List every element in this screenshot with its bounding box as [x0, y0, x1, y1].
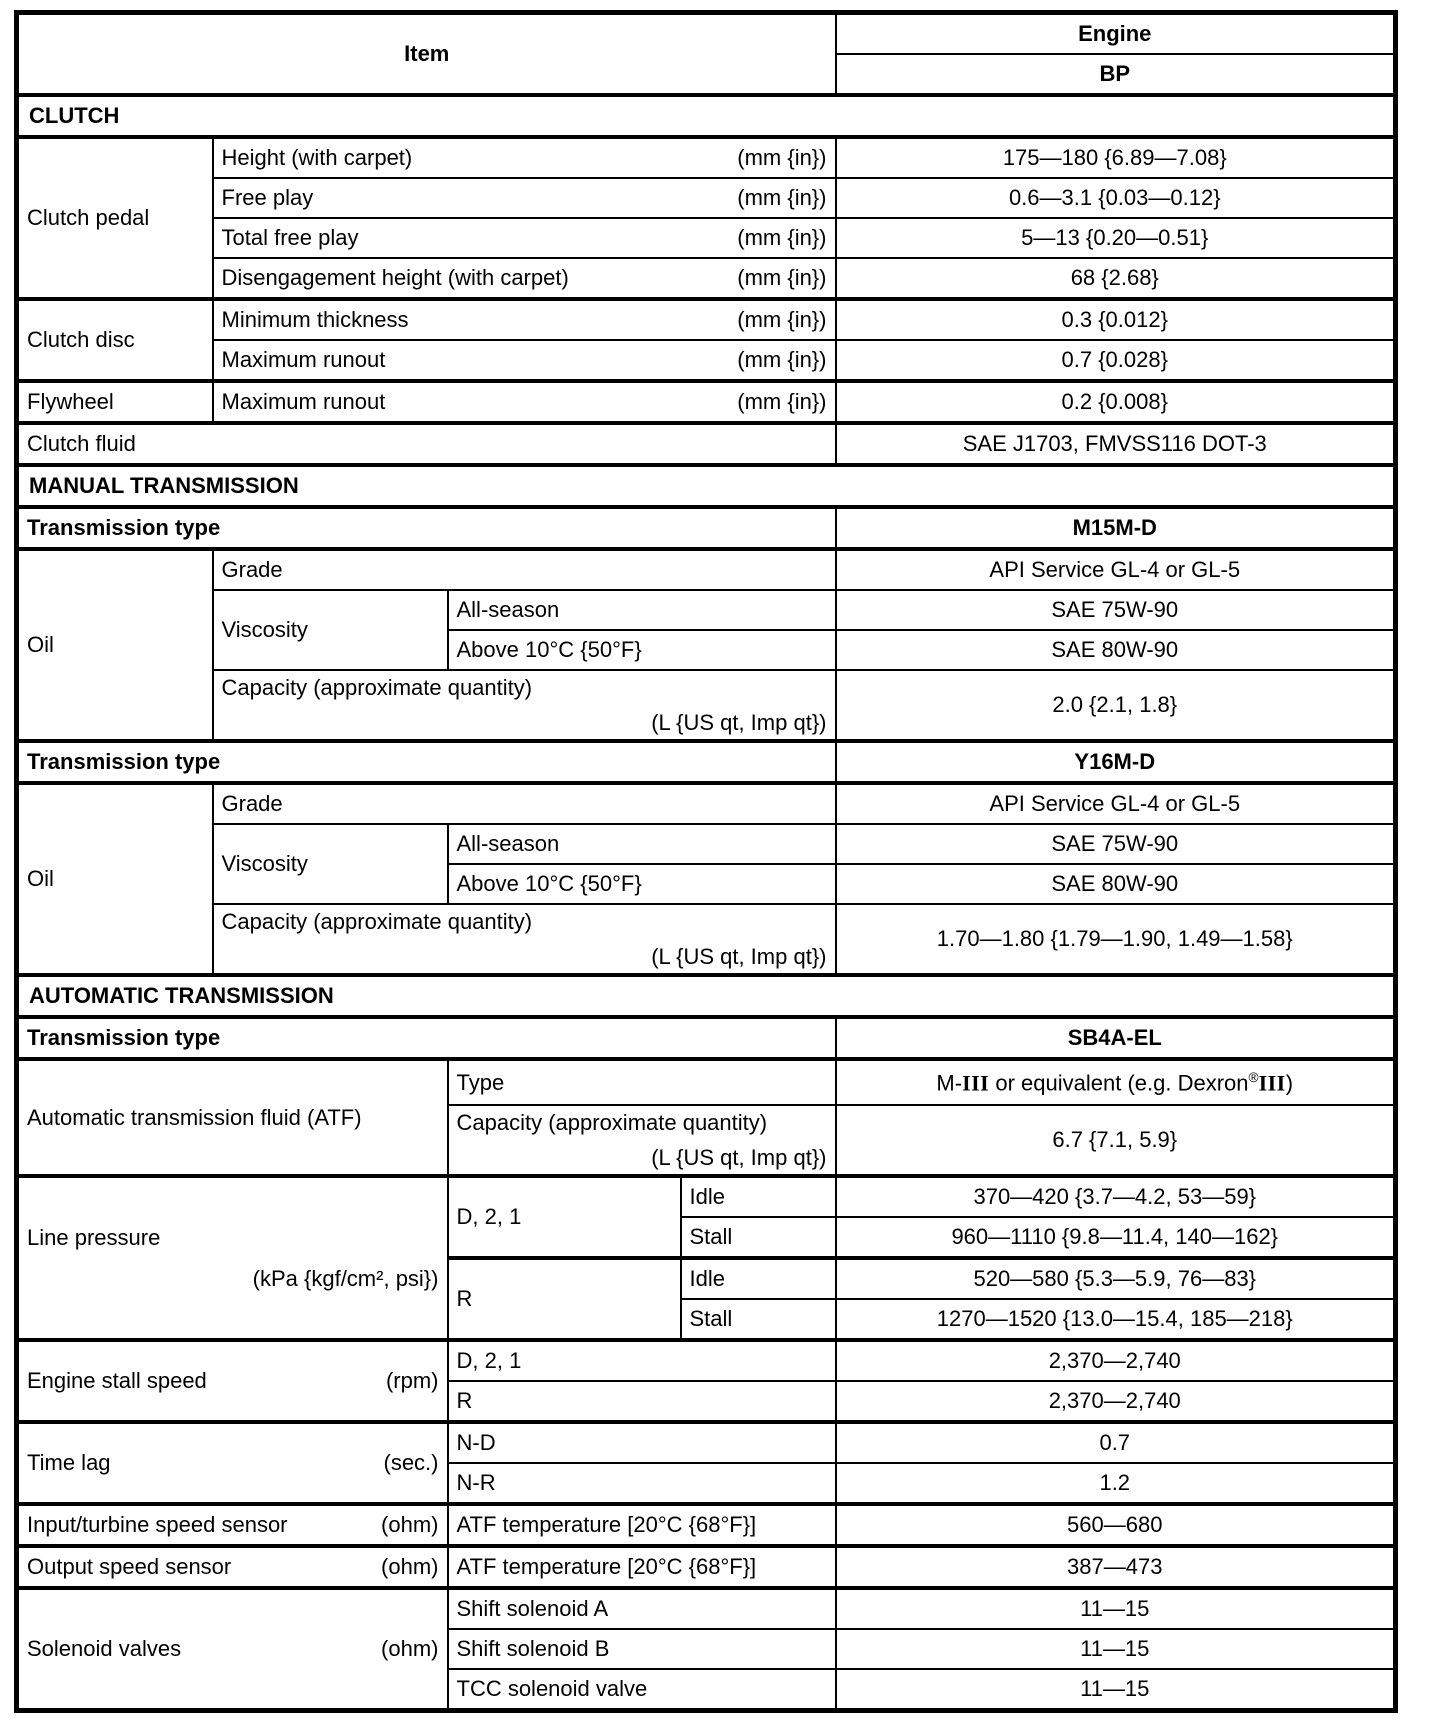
- group-label-clutch-pedal: Clutch pedal: [17, 137, 213, 299]
- unit-label: (mm {in}): [737, 389, 827, 415]
- value-cell: 11—15: [836, 1588, 1396, 1629]
- item-cell-capacity: [213, 670, 836, 741]
- item-label: Minimum thickness: [221, 307, 409, 333]
- item-cell-capacity: [448, 1105, 836, 1176]
- item-label-transmission-type: Transmission type: [17, 1017, 836, 1059]
- value-cell: SAE 80W-90: [836, 630, 1396, 670]
- item-label: Input/turbine speed sensor: [27, 1512, 288, 1538]
- item-label: Idle: [681, 1176, 836, 1217]
- atf-type-text: ): [1285, 1070, 1294, 1096]
- group-label-oil: Oil: [17, 549, 213, 741]
- item-label: R: [448, 1381, 836, 1422]
- item-label: Time lag: [27, 1450, 111, 1476]
- item-label: Above 10°C {50°F}: [448, 630, 836, 670]
- item-label: ATF temperature [20°C {68°F}]: [448, 1546, 836, 1588]
- value-cell: SAE 80W-90: [836, 864, 1396, 904]
- unit-label: (ohm): [381, 1636, 439, 1662]
- row-shift-solenoid-a: [17, 1588, 1396, 1629]
- item-label: Capacity (approximate quantity): [221, 909, 533, 934]
- item-label: Total free play: [221, 225, 359, 251]
- item-cell: [213, 299, 836, 340]
- unit-label: (mm {in}): [737, 185, 827, 211]
- value-cell-atf-type: [836, 1059, 1396, 1105]
- value-cell: SB4A-EL: [836, 1017, 1396, 1059]
- item-label: ATF temperature [20°C {68°F}]: [448, 1504, 836, 1546]
- row-time-lag-nd: [17, 1422, 1396, 1463]
- value-cell: 5—13 {0.20—0.51}: [836, 218, 1396, 258]
- value-cell: 387—473: [836, 1546, 1396, 1588]
- item-label: Disengagement height (with carpet): [221, 265, 569, 291]
- item-label: Height (with carpet): [221, 145, 413, 171]
- group-label-output-sensor: [17, 1546, 448, 1588]
- group-label-oil: Oil: [17, 783, 213, 975]
- atf-type-text: or equivalent (e.g. Dexron: [989, 1070, 1249, 1096]
- item-label: Shift solenoid A: [448, 1588, 836, 1629]
- unit-label: (mm {in}): [737, 347, 827, 373]
- value-cell: 2.0 {2.1, 1.8}: [836, 670, 1396, 741]
- unit-label: (mm {in}): [737, 265, 827, 291]
- value-cell: 6.7 {7.1, 5.9}: [836, 1105, 1396, 1176]
- group-label-engine-stall-speed: [17, 1340, 448, 1422]
- row-oil-grade-m15md: [17, 549, 1396, 590]
- item-label: All-season: [448, 824, 836, 864]
- value-cell: 2,370—2,740: [836, 1381, 1396, 1422]
- header-row: [17, 13, 1396, 55]
- row-transmission-type-y16md: [17, 741, 1396, 783]
- item-label: Free play: [221, 185, 314, 211]
- item-label: Engine stall speed: [27, 1368, 207, 1394]
- row-oil-grade-y16md: [17, 783, 1396, 824]
- row-transmission-type-m15md: [17, 507, 1396, 549]
- item-label: N-D: [448, 1422, 836, 1463]
- atf-type-roman: III: [1258, 1070, 1286, 1096]
- unit-label: (mm {in}): [737, 145, 827, 171]
- value-cell: SAE 75W-90: [836, 590, 1396, 630]
- value-cell: 370—420 {3.7—4.2, 53—59}: [836, 1176, 1396, 1217]
- atf-type-roman: III: [962, 1070, 990, 1096]
- unit-label: (L {US qt, Imp qt}): [651, 943, 827, 969]
- item-label: Maximum runout: [221, 347, 386, 373]
- row-flywheel-max-runout: [17, 381, 1396, 423]
- value-cell: SAE 75W-90: [836, 824, 1396, 864]
- spec-table: [14, 10, 1398, 1713]
- item-label: Above 10°C {50°F}: [448, 864, 836, 904]
- value-cell: 1.70—1.80 {1.79—1.90, 1.49—1.58}: [836, 904, 1396, 975]
- item-label-grade: Grade: [213, 549, 836, 590]
- item-label-atf-type: Type: [448, 1059, 836, 1105]
- row-output-speed-sensor: [17, 1546, 1396, 1588]
- group-label-viscosity: Viscosity: [213, 590, 448, 670]
- item-label: Idle: [681, 1258, 836, 1299]
- item-label-grade: Grade: [213, 783, 836, 824]
- value-cell: 1.2: [836, 1463, 1396, 1504]
- range-label-d21: D, 2, 1: [448, 1176, 681, 1258]
- unit-label: (kPa {kgf/cm², psi}): [252, 1266, 439, 1291]
- row-transmission-type-sb4ael: [17, 1017, 1396, 1059]
- value-cell: SAE J1703, FMVSS116 DOT-3: [836, 423, 1396, 465]
- item-cell: [213, 258, 836, 299]
- item-cell-capacity: [213, 904, 836, 975]
- unit-label: (L {US qt, Imp qt}): [651, 1144, 827, 1170]
- row-oil-capacity-m15md: [17, 670, 1396, 741]
- group-label-input-sensor: [17, 1504, 448, 1546]
- item-label: Solenoid valves: [27, 1636, 182, 1662]
- value-cell: 175—180 {6.89—7.08}: [836, 137, 1396, 178]
- item-label-clutch-fluid: Clutch fluid: [17, 423, 836, 465]
- unit-label: (sec.): [383, 1450, 439, 1476]
- item-label: TCC solenoid valve: [448, 1669, 836, 1711]
- item-cell: [213, 381, 836, 423]
- row-oil-capacity-y16md: [17, 904, 1396, 975]
- section-title: AUTOMATIC TRANSMISSION: [17, 975, 1396, 1017]
- value-cell: 0.7 {0.028}: [836, 340, 1396, 381]
- value-cell: 0.2 {0.008}: [836, 381, 1396, 423]
- value-cell: API Service GL-4 or GL-5: [836, 783, 1396, 824]
- row-clutch-pedal-free-play: [17, 178, 1396, 218]
- row-viscosity-all-season-y16md: [17, 824, 1396, 864]
- value-cell: M15M-D: [836, 507, 1396, 549]
- section-title: MANUAL TRANSMISSION: [17, 465, 1396, 507]
- value-cell: API Service GL-4 or GL-5: [836, 549, 1396, 590]
- item-label: Output speed sensor: [27, 1554, 232, 1580]
- group-label-atf: Automatic transmission fluid (ATF): [17, 1059, 448, 1176]
- value-cell: 960—1110 {9.8—11.4, 140—162}: [836, 1217, 1396, 1258]
- row-clutch-disc-min-thickness: [17, 299, 1396, 340]
- section-title: CLUTCH: [17, 95, 1396, 137]
- item-label-transmission-type: Transmission type: [17, 741, 836, 783]
- row-engine-stall-speed-d21: [17, 1340, 1396, 1381]
- value-cell: 0.3 {0.012}: [836, 299, 1396, 340]
- item-label: Capacity (approximate quantity): [221, 675, 533, 700]
- section-row-manual-transmission: [17, 465, 1396, 507]
- unit-label: (L {US qt, Imp qt}): [651, 709, 827, 735]
- value-cell: 0.7: [836, 1422, 1396, 1463]
- value-cell: 1270—1520 {13.0—15.4, 185—218}: [836, 1299, 1396, 1340]
- unit-label: (ohm): [381, 1512, 439, 1538]
- group-label-line-pressure: [17, 1176, 448, 1340]
- item-label-transmission-type: Transmission type: [17, 507, 836, 549]
- item-label: Maximum runout: [221, 389, 386, 415]
- unit-label: (ohm): [381, 1554, 439, 1580]
- item-label: Shift solenoid B: [448, 1629, 836, 1669]
- value-cell: 11—15: [836, 1669, 1396, 1711]
- engine-code-cell: BP: [836, 54, 1396, 95]
- value-cell: 0.6—3.1 {0.03—0.12}: [836, 178, 1396, 218]
- row-clutch-disc-max-runout: [17, 340, 1396, 381]
- item-label: Capacity (approximate quantity): [456, 1110, 768, 1135]
- group-label-clutch-disc: Clutch disc: [17, 299, 213, 381]
- unit-label: (rpm): [385, 1368, 439, 1394]
- item-column-header: Item: [17, 13, 836, 96]
- item-label: Stall: [681, 1299, 836, 1340]
- unit-label: (mm {in}): [737, 307, 827, 333]
- row-atf-type: [17, 1059, 1396, 1105]
- item-cell: [213, 340, 836, 381]
- row-line-pressure-d21-idle: [17, 1176, 1396, 1217]
- section-row-clutch: [17, 95, 1396, 137]
- row-clutch-pedal-total-free-play: [17, 218, 1396, 258]
- item-cell: [213, 218, 836, 258]
- item-cell: [213, 178, 836, 218]
- section-row-automatic-transmission: [17, 975, 1396, 1017]
- item-label: D, 2, 1: [448, 1340, 836, 1381]
- item-label: N-R: [448, 1463, 836, 1504]
- atf-type-text: M-: [936, 1070, 963, 1096]
- item-label: Stall: [681, 1217, 836, 1258]
- value-cell: 520—580 {5.3—5.9, 76—83}: [836, 1258, 1396, 1299]
- item-label: All-season: [448, 590, 836, 630]
- row-viscosity-all-season-m15md: [17, 590, 1396, 630]
- engine-column-header: Engine: [836, 13, 1396, 55]
- unit-label: (mm {in}): [737, 225, 827, 251]
- group-label-time-lag: [17, 1422, 448, 1504]
- row-input-turbine-speed-sensor: [17, 1504, 1396, 1546]
- value-cell: 11—15: [836, 1629, 1396, 1669]
- row-clutch-fluid: [17, 423, 1396, 465]
- value-cell: 2,370—2,740: [836, 1340, 1396, 1381]
- item-cell: [213, 137, 836, 178]
- row-clutch-pedal-disengagement-height: [17, 258, 1396, 299]
- value-cell: 68 {2.68}: [836, 258, 1396, 299]
- value-cell: 560—680: [836, 1504, 1396, 1546]
- registered-mark: ®: [1248, 1069, 1259, 1085]
- group-label-viscosity: Viscosity: [213, 824, 448, 904]
- value-cell: Y16M-D: [836, 741, 1396, 783]
- row-clutch-pedal-height: [17, 137, 1396, 178]
- group-label-solenoid-valves: [17, 1588, 448, 1711]
- range-label-r: R: [448, 1258, 681, 1340]
- group-label-flywheel: Flywheel: [17, 381, 213, 423]
- item-label: Line pressure: [27, 1224, 161, 1250]
